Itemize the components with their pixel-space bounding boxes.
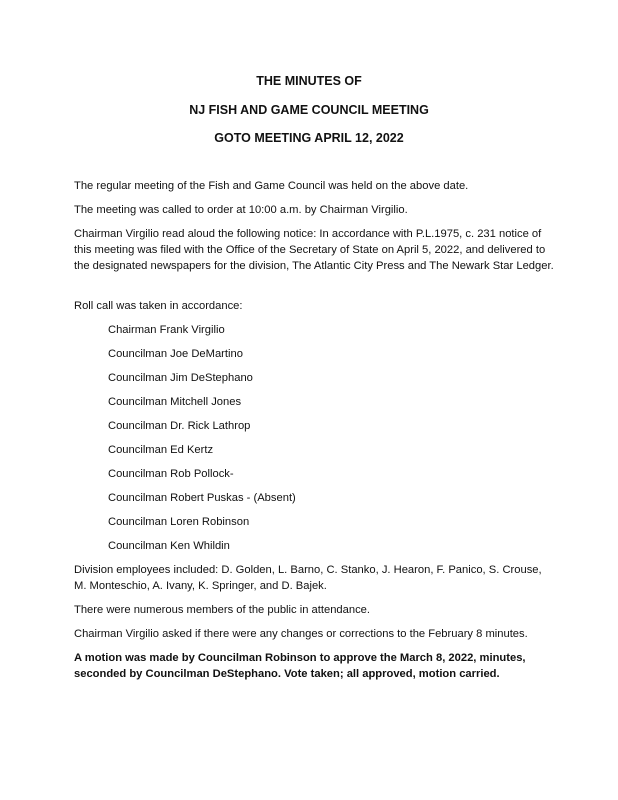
list-item: Councilman Loren Robinson	[108, 516, 250, 528]
list-item: Councilman Mitchell Jones	[108, 396, 242, 408]
list-item: Councilman Dr. Rick Lathrop	[108, 420, 251, 432]
paragraph-roll-call-intro: Roll call was taken in accordance:	[74, 300, 243, 312]
list-item: Councilman Ken Whildin	[108, 540, 230, 552]
paragraph-division-employees: Division employees included: D. Golden, L. Barno, C. Stanko, J. Hearon, F. Panico, S. Crouse, M. Monteschio, A. Ivany, K. Springer, and D. Bajek.	[74, 564, 542, 592]
paragraph-changes-question: Chairman Virgilio asked if there were any changes or corrections to the February 8 minutes.	[74, 628, 528, 640]
list-item: Councilman Jim DeStephano	[108, 372, 253, 384]
paragraph-notice: Chairman Virgilio read aloud the following notice: In accordance with P.L.1975, c. 231 notice of this meeting was filed with the Office of the Secretary of State on April 5, 2022, and delivered to the designated newspapers for the division, The Atlantic City Press and The Newark Star Ledger.	[74, 228, 554, 272]
paragraph-public-attendance: There were numerous members of the public in attendance.	[74, 604, 371, 616]
list-item: Councilman Joe DeMartino	[108, 348, 243, 360]
paragraph-meeting-held: The regular meeting of the Fish and Game Council was held on the above date.	[74, 180, 469, 192]
title-line-3: GOTO MEETING APRIL 12, 2022	[214, 131, 404, 145]
list-item: Councilman Ed Kertz	[108, 444, 214, 456]
title-line-1: THE MINUTES OF	[256, 74, 362, 88]
paragraph-called-to-order: The meeting was called to order at 10:00 a.m. by Chairman Virgilio.	[74, 204, 408, 216]
list-item: Chairman Frank Virgilio	[108, 324, 225, 336]
list-item: Councilman Robert Puskas - (Absent)	[108, 492, 296, 504]
title-line-2: NJ FISH AND GAME COUNCIL MEETING	[189, 103, 429, 117]
paragraph-motion: A motion was made by Councilman Robinson to approve the March 8, 2022, minutes, seconded by Councilman DeStephano. Vote taken; all approved, motion carried.	[74, 652, 526, 680]
list-item: Councilman Rob Pollock-	[108, 468, 234, 480]
